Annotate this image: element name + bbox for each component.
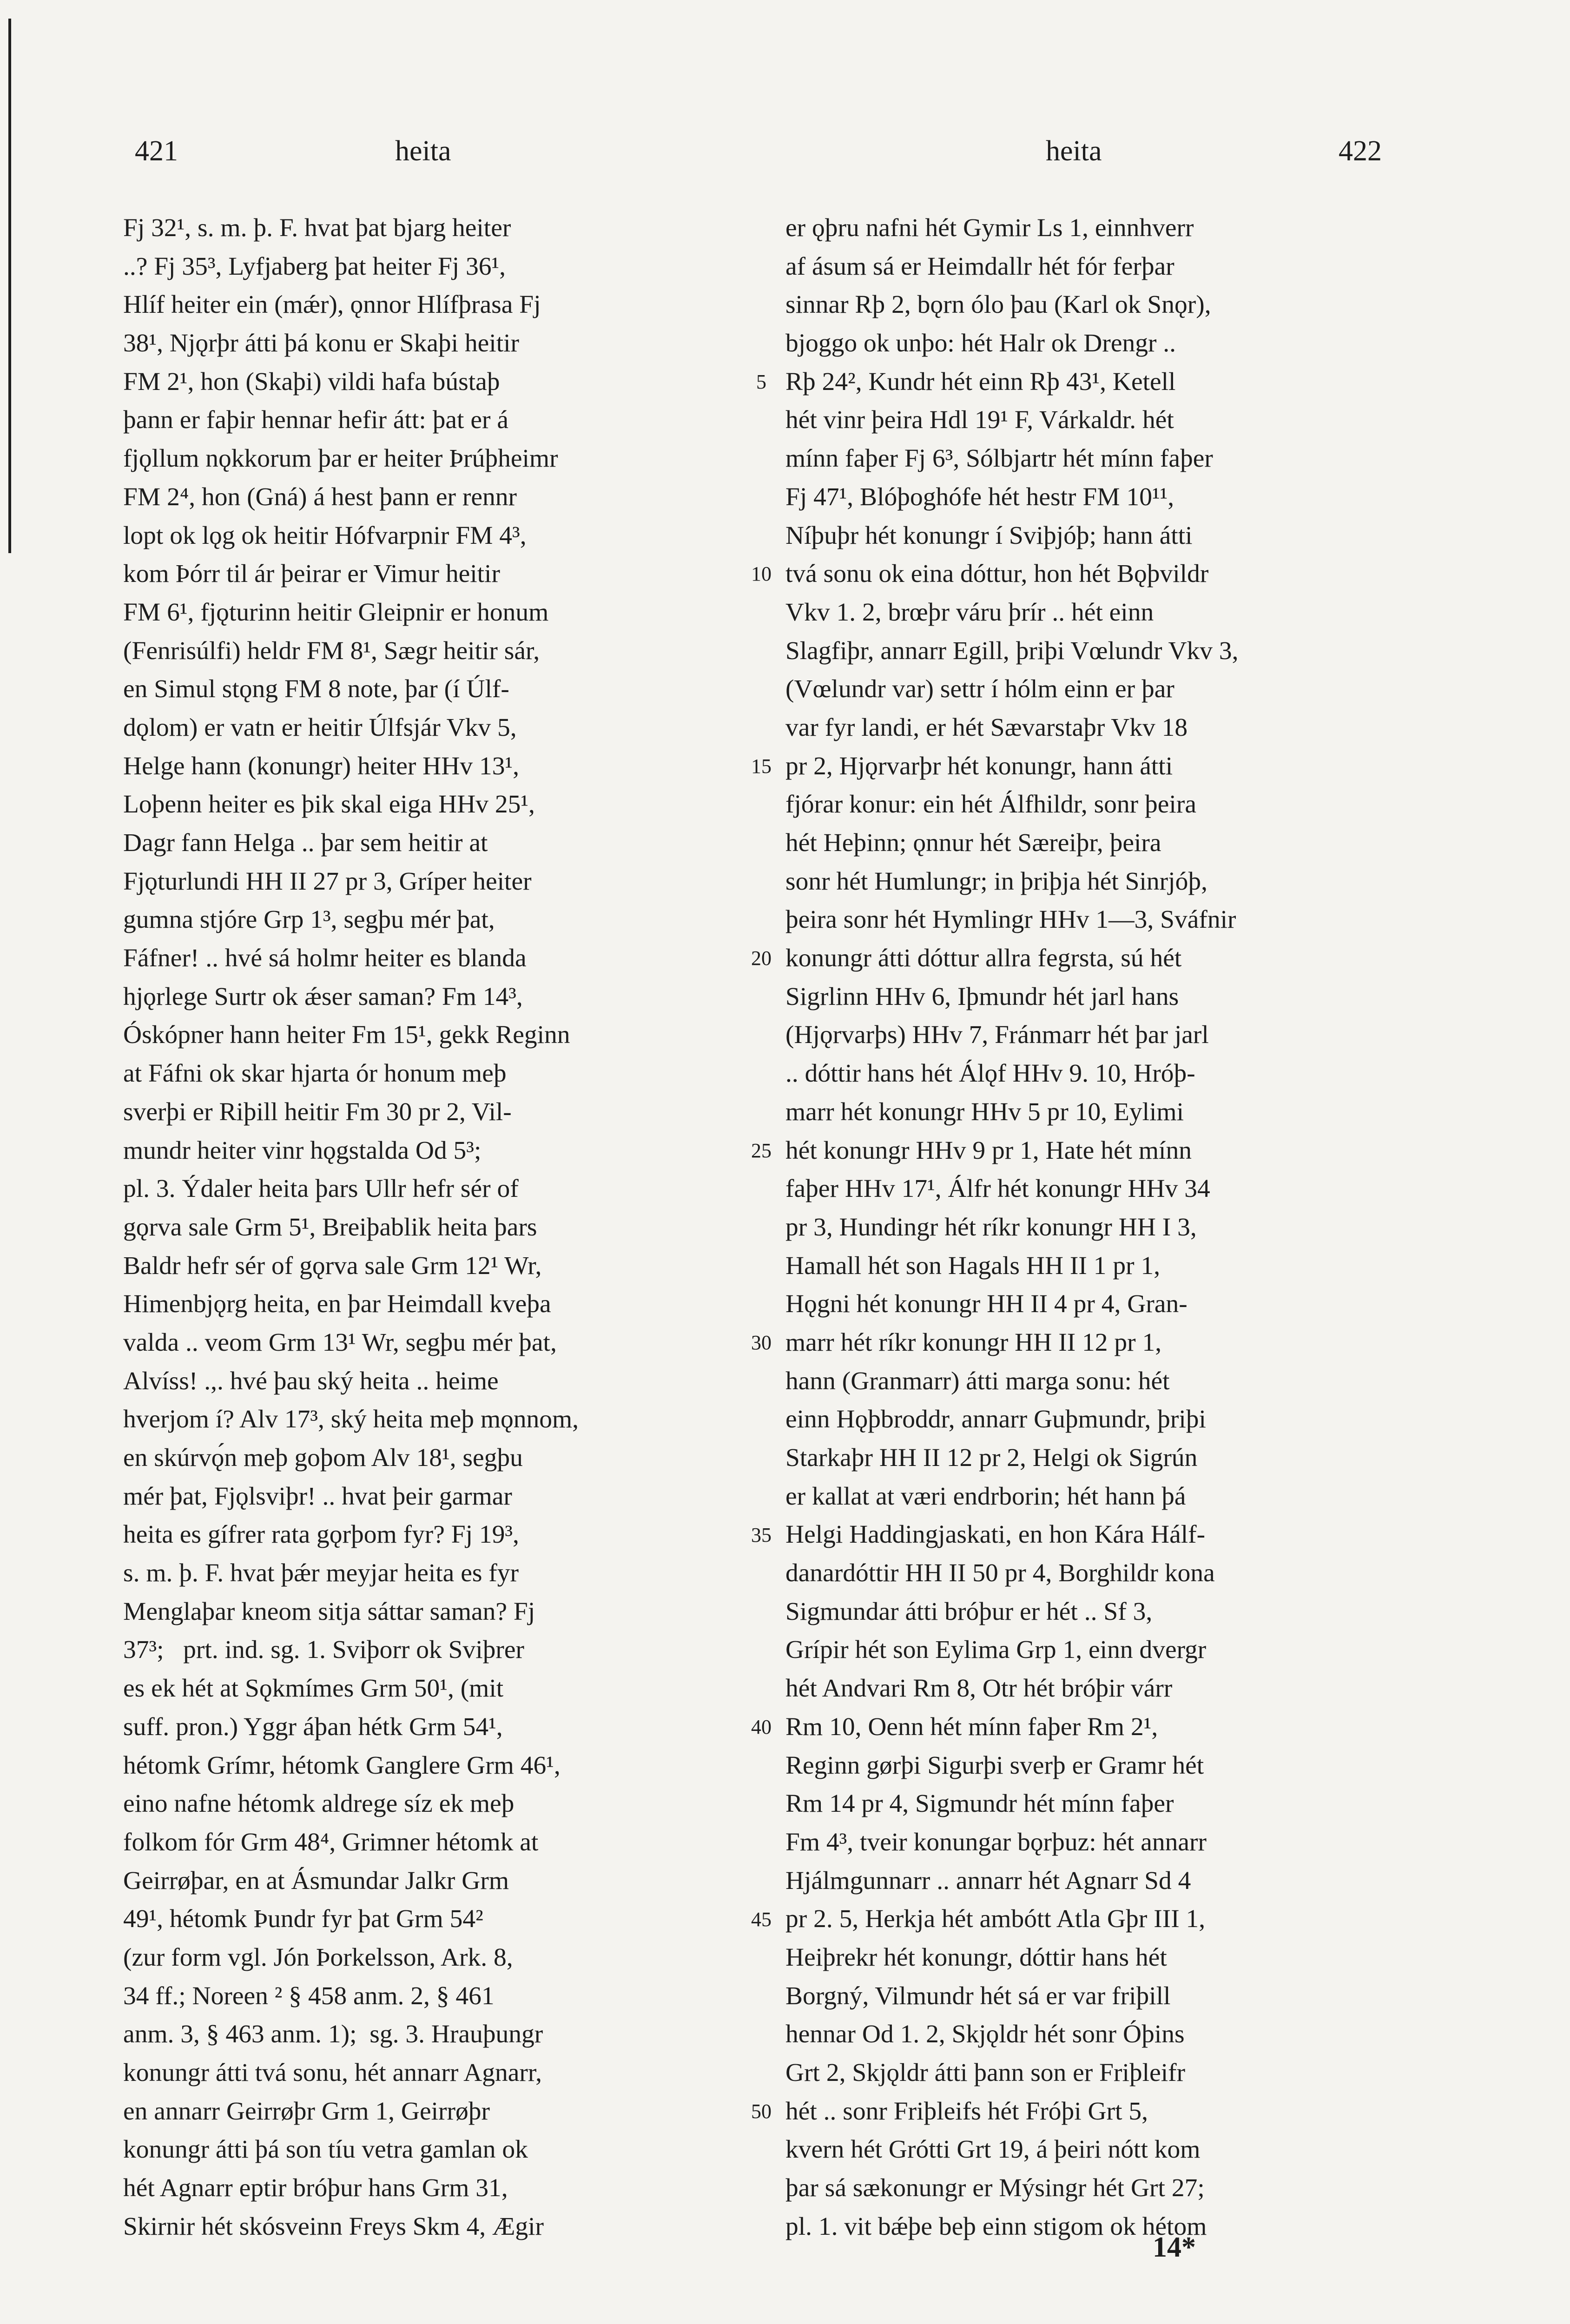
left-column-line: at Fáfni ok skar hjarta ór honum meþ	[123, 1059, 507, 1088]
left-column-line: FM 2⁴, hon (Gná) á hest þann er rennr	[123, 482, 517, 511]
left-column-line: FM 6¹, fjǫturinn heitir Gleipnir er honum	[123, 598, 549, 627]
right-column-line: kvern hét Grótti Grt 19, á þeiri nótt kom	[785, 2135, 1201, 2164]
left-column-line: Óskópner hann heiter Fm 15¹, gekk Reginn	[123, 1021, 570, 1050]
left-column-line: lopt ok lǫg ok heitir Hófvarpnir FM 4³,	[123, 521, 527, 550]
left-column-line: 49¹, hétomk Þundr fyr þat Grm 54²	[123, 1905, 483, 1934]
left-column-line: 37³; prt. ind. sg. 1. Sviþorr ok Sviþrer	[123, 1636, 524, 1664]
left-column-line: Himenbjǫrg heita, en þar Heimdall kveþa	[123, 1290, 551, 1319]
left-column-line: heita es gífrer rata gǫrþom fyr? Fj 19³,	[123, 1520, 519, 1549]
right-column-line: Borgný, Vilmundr hét sá er var friþill	[785, 1981, 1171, 2010]
right-column-line: hét Heþinn; ǫnnur hét Særeiþr, þeira	[785, 829, 1161, 857]
left-column-line: mér þat, Fjǫlsviþr! .. hvat þeir garmar	[123, 1482, 512, 1511]
left-column-line: Fj 32¹, s. m. þ. F. hvat þat bjarg heiter	[123, 214, 511, 242]
line-number: 10	[751, 562, 772, 586]
left-column-line: es ek hét at Sǫkmímes Grm 50¹, (mit	[123, 1674, 504, 1703]
left-column-line: mundr heiter vinr hǫgstalda Od 5³;	[123, 1136, 482, 1165]
line-number: 15	[751, 754, 772, 778]
right-column-line: Reginn gørþi Sigurþi sverþ er Gramr hét	[785, 1751, 1204, 1780]
right-column-line: Sigrlinn HHv 6, Iþmundr hét jarl hans	[785, 982, 1179, 1011]
left-column-line: gumna stjóre Grp 1³, segþu mér þat,	[123, 905, 495, 934]
right-column-line: marr hét konungr HHv 5 pr 10, Eylimi	[785, 1097, 1184, 1126]
left-column-line: s. m. þ. F. hvat þǽr meyjar heita es fyr	[123, 1559, 519, 1588]
left-column-line: Dagr fann Helga .. þar sem heitir at	[123, 829, 488, 857]
right-column-line: Rm 14 pr 4, Sigmundr hét mínn faþer	[785, 1789, 1174, 1818]
left-column-line: Helge hann (konungr) heiter HHv 13¹,	[123, 752, 519, 780]
line-number: 40	[751, 1716, 772, 1739]
right-column-line: Sigmundar átti bróþur er hét .. Sf 3,	[785, 1597, 1153, 1626]
right-column-line: er kallat at væri endrborin; hét hann þá	[785, 1482, 1186, 1511]
signature-mark: 14*	[1153, 2232, 1196, 2263]
left-column-line: folkom fór Grm 48⁴, Grimner hétomk at	[123, 1828, 539, 1856]
right-column-line: hennar Od 1. 2, Skjǫldr hét sonr Óþins	[785, 2020, 1185, 2049]
right-column-line: bjoggo ok unþo: hét Halr ok Drengr ..	[785, 329, 1176, 358]
right-column-line: hét Andvari Rm 8, Otr hét bróþir várr	[785, 1674, 1173, 1703]
right-running-head: heita	[1046, 135, 1102, 167]
right-column-line: var fyr landi, er hét Sævarstaþr Vkv 18	[785, 713, 1188, 742]
left-column-line: valda .. veom Grm 13¹ Wr, segþu mér þat,	[123, 1328, 557, 1357]
left-column-line: Fáfner! .. hvé sá holmr heiter es blanda	[123, 944, 527, 973]
left-column-line: Geirrøþar, en at Ásmundar Jalkr Grm	[123, 1866, 509, 1895]
left-column-line: gǫrva sale Grm 5¹, Breiþablik heita þars	[123, 1213, 537, 1241]
right-column-line: (Vœlundr var) settr í hólm einn er þar	[785, 675, 1174, 704]
left-column-line: sverþi er Riþill heitir Fm 30 pr 2, Vil-	[123, 1097, 512, 1126]
right-column-line: Fj 47¹, Blóþoghófe hét hestr FM 10¹¹,	[785, 482, 1174, 511]
right-column-line: tvá sonu ok eina dóttur, hon hét Bǫþvildr	[785, 560, 1209, 588]
line-number: 25	[751, 1139, 772, 1162]
right-column-line: Slagfiþr, annarr Egill, þriþi Vœlundr Vkv 3,	[785, 636, 1239, 665]
left-column-line: eino nafne hétomk aldrege síz ek meþ	[123, 1789, 515, 1818]
right-column-line: mínn faþer Fj 6³, Sólbjartr hét mínn faþer	[785, 444, 1213, 473]
line-number: 35	[751, 1523, 772, 1546]
left-column-line: hverjom í? Alv 17³, ský heita meþ mǫnnom,	[123, 1405, 579, 1434]
right-column-line: Helgi Haddingjaskati, en hon Kára Hálf-	[785, 1520, 1206, 1549]
left-column-line: Hlíf heiter ein (mǽr), ǫnnor Hlífþrasa Fj	[123, 290, 541, 319]
left-column-line: suff. pron.) Yggr áþan hétk Grm 54¹,	[123, 1712, 503, 1741]
line-number: 50	[751, 2100, 772, 2123]
line-number: 20	[751, 947, 772, 970]
scan-edge-rule	[8, 19, 11, 553]
left-column-line: þann er faþir hennar hefir átt: þat er á	[123, 406, 508, 435]
right-column-line: pr 3, Hundingr hét ríkr konungr HH I 3,	[785, 1213, 1197, 1241]
left-column-line: Loþenn heiter es þik skal eiga HHv 25¹,	[123, 790, 535, 819]
left-running-head: heita	[395, 135, 451, 167]
right-column-line: Vkv 1. 2, brœþr váru þrír .. hét einn	[785, 598, 1154, 627]
left-column-line: pl. 3. Ýdaler heita þars Ullr hefr sér of	[123, 1175, 519, 1203]
right-column-line: Starkaþr HH II 12 pr 2, Helgi ok Sigrún	[785, 1444, 1198, 1472]
line-number: 5	[756, 370, 766, 393]
right-column-line: hét vinr þeira Hdl 19¹ F, Várkaldr. hét	[785, 406, 1174, 435]
left-column-line: hétomk Grímr, hétomk Ganglere Grm 46¹,	[123, 1751, 561, 1780]
left-column-line: fjǫllum nǫkkorum þar er heiter Þrúþheimr	[123, 444, 558, 473]
left-column-line: anm. 3, § 463 anm. 1); sg. 3. Hrauþungr	[123, 2020, 543, 2049]
right-column-line: marr hét ríkr konungr HH II 12 pr 1,	[785, 1328, 1162, 1357]
left-column-line: en skúrvǫ́n meþ goþom Alv 18¹, segþu	[123, 1444, 523, 1472]
right-column-line: er ǫþru nafni hét Gymir Ls 1, einnhverr	[785, 214, 1194, 242]
right-column-line: þar sá sækonungr er Mýsingr hét Grt 27;	[785, 2174, 1205, 2203]
left-column-line: 34 ff.; Noreen ² § 458 anm. 2, § 461	[123, 1981, 495, 2010]
left-column-line: Menglaþar kneom sitja sáttar saman? Fj	[123, 1597, 535, 1626]
right-column-line: Níþuþr hét konungr í Sviþjóþ; hann átti	[785, 521, 1193, 550]
left-column-line: Alvíss! .,. hvé þau ský heita .. heime	[123, 1367, 499, 1395]
left-column-line: Baldr hefr sér of gǫrva sale Grm 12¹ Wr,	[123, 1251, 542, 1280]
right-column-line: konungr átti dóttur allra fegrsta, sú hét	[785, 944, 1182, 973]
left-column-line: Fjǫturlundi HH II 27 pr 3, Gríper heiter	[123, 867, 532, 896]
right-column-line: hét .. sonr Friþleifs hét Fróþi Grt 5,	[785, 2097, 1148, 2126]
right-column-line: faþer HHv 17¹, Álfr hét konungr HHv 34	[785, 1175, 1210, 1203]
left-column-line: FM 2¹, hon (Skaþi) vildi hafa bústaþ	[123, 367, 500, 396]
left-column-line: hjǫrlege Surtr ok ǽser saman? Fm 14³,	[123, 982, 523, 1011]
right-column	[785, 209, 1390, 2246]
right-column-line: hét konungr HHv 9 pr 1, Hate hét mínn	[785, 1136, 1192, 1165]
right-column-line: pr 2, Hjǫrvarþr hét konungr, hann átti	[785, 752, 1173, 780]
right-page-number: 422	[1339, 135, 1382, 167]
left-column-line: en annarr Geirrøþr Grm 1, Geirrøþr	[123, 2097, 490, 2126]
right-column-line: Heiþrekr hét konungr, dóttir hans hét	[785, 1943, 1167, 1972]
left-column-line: konungr átti þá son tíu vetra gamlan ok	[123, 2135, 528, 2164]
right-column-line: hann (Granmarr) átti marga sonu: hét	[785, 1367, 1170, 1395]
line-number: 45	[751, 1908, 772, 1931]
right-column-line: Hjálmgunnarr .. annarr hét Agnarr Sd 4	[785, 1866, 1191, 1895]
right-column-line: þeira sonr hét Hymlingr HHv 1—3, Sváfnir	[785, 905, 1236, 934]
left-column-line: (Fenrisúlfi) heldr FM 8¹, Sægr heitir sár,	[123, 636, 540, 665]
right-column-line: danardóttir HH II 50 pr 4, Borghildr kona	[785, 1559, 1215, 1588]
right-column-line: sinnar Rþ 2, bǫrn ólo þau (Karl ok Snǫr),	[785, 290, 1211, 319]
left-column	[123, 209, 727, 2246]
right-column-line: .. dóttir hans hét Álǫf HHv 9. 10, Hróþ-	[785, 1059, 1195, 1088]
right-column-line: af ásum sá er Heimdallr hét fór ferþar	[785, 252, 1174, 281]
right-column-line: Rm 10, Oenn hét mínn faþer Rm 2¹,	[785, 1712, 1158, 1741]
right-column-line: Grípir hét son Eylima Grp 1, einn dvergr	[785, 1636, 1207, 1664]
right-column-line: einn Hǫþbroddr, annarr Guþmundr, þriþi	[785, 1405, 1206, 1434]
right-column-line: Hamall hét son Hagals HH II 1 pr 1,	[785, 1251, 1161, 1280]
left-column-line: dǫlom) er vatn er heitir Úlfsjár Vkv 5,	[123, 713, 517, 742]
right-column-line: fjórar konur: ein hét Álfhildr, sonr þeira	[785, 790, 1196, 819]
left-page-number: 421	[135, 135, 178, 167]
right-column-line: Grt 2, Skjǫldr átti þann son er Friþleifr	[785, 2059, 1186, 2087]
left-column-line: konungr átti tvá sonu, hét annarr Agnarr,	[123, 2059, 542, 2087]
right-column-line: Rþ 24², Kundr hét einn Rþ 43¹, Ketell	[785, 367, 1176, 396]
left-column-line: Skirnir hét skósveinn Freys Skm 4, Ægir	[123, 2212, 544, 2241]
left-column-line: hét Agnarr eptir bróþur hans Grm 31,	[123, 2174, 508, 2203]
right-column-line: Hǫgni hét konungr HH II 4 pr 4, Gran-	[785, 1290, 1187, 1319]
right-column-line: pr 2. 5, Herkja hét ambótt Atla Gþr III 1,	[785, 1905, 1206, 1934]
right-column-line: (Hjǫrvarþs) HHv 7, Fránmarr hét þar jarl	[785, 1021, 1209, 1050]
right-column-line: sonr hét Humlungr; in þriþja hét Sinrjóþ,	[785, 867, 1207, 896]
left-column-line: kom Þórr til ár þeirar er Vimur heitir	[123, 560, 500, 588]
right-column-line: Fm 4³, tveir konungar bǫrþuz: hét annarr	[785, 1828, 1207, 1856]
right-column-line: pl. 1. vit bǽþe beþ einn stigom ok hétom	[785, 2212, 1207, 2241]
left-column-line: ..? Fj 35³, Lyfjaberg þat heiter Fj 36¹,	[123, 252, 506, 281]
line-number: 30	[751, 1331, 772, 1354]
left-column-line: 38¹, Njǫrþr átti þá konu er Skaþi heitir	[123, 329, 520, 358]
left-column-line: (zur form vgl. Jón Þorkelsson, Ark. 8,	[123, 1943, 513, 1972]
left-column-line: en Simul stǫng FM 8 note, þar (í Úlf-	[123, 675, 509, 704]
